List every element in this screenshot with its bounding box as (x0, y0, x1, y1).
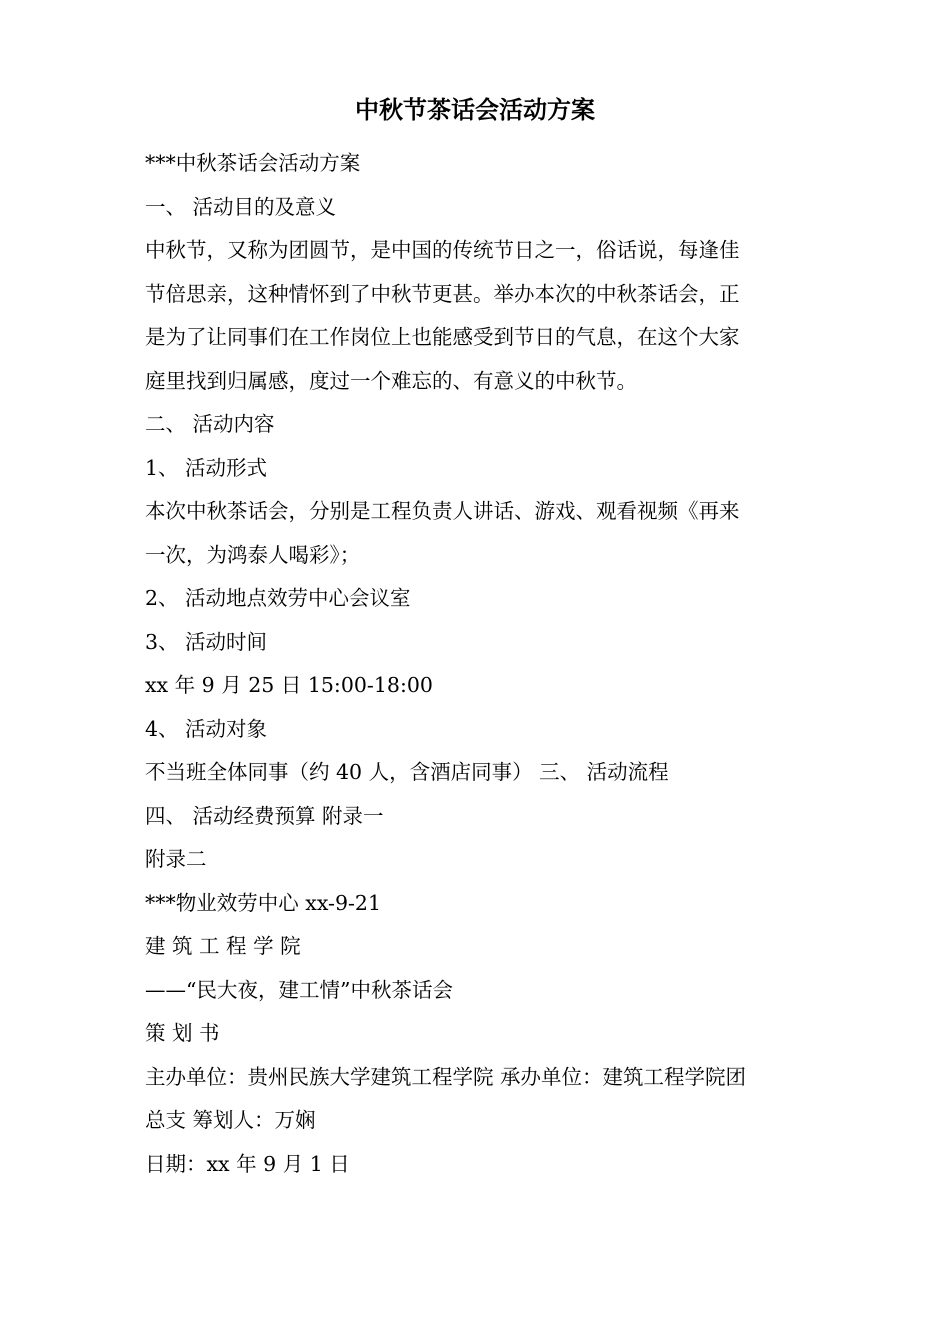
line-plan-label: 策 划 书 (145, 1021, 220, 1045)
line-organizer-a: 主办单位：贵州民族大学建筑工程学院 承办单位：建筑工程学院团 (145, 1064, 747, 1089)
line-item-3-time: xx 年 9 月 25 日 15:00-18:00 (145, 673, 433, 697)
line-section-1: 一、 活动目的及意义 (145, 194, 337, 219)
line-section-4: 四、 活动经费预算 附录一 (145, 803, 384, 828)
line-item-1: 1、 活动形式 (145, 455, 268, 480)
line-paragraph-1c: 是为了让同事们在工作岗位上也能感受到节日的气息，在这个大家 (145, 325, 740, 349)
line-paragraph-1d: 庭里找到归属感，度过一个难忘的、有意义的中秋节。 (145, 368, 637, 393)
line-item-4-text: 不当班全体同事（约 40 人，含酒店同事） 三、 活动流程 (145, 760, 669, 784)
line-item-1-text-a: 本次中秋茶话会，分别是工程负责人讲话、游戏、观看视频《再来 (145, 499, 740, 523)
line-signature: ***物业效劳中心 xx-9-21 (145, 890, 382, 915)
document-title: 中秋节茶话会活动方案 (355, 96, 595, 124)
document-body (145, 142, 810, 1186)
line-heading-org: ***中秋茶话会活动方案 (145, 151, 361, 175)
line-item-1-text-b: 一次，为鸿泰人喝彩》； (145, 542, 361, 567)
line-item-4: 4、 活动对象 (145, 716, 268, 741)
line-paragraph-1a: 中秋节，又称为团圆节，是中国的传统节日之一，俗话说，每逢佳 (145, 238, 740, 262)
line-appendix-2: 附录二 (145, 847, 207, 871)
line-school-name: 建 筑 工 程 学 院 (145, 934, 301, 958)
line-section-2: 二、 活动内容 (145, 412, 275, 436)
line-item-2: 2、 活动地点效劳中心会议室 (145, 586, 411, 610)
line-event-subtitle: ——“民大夜，建工情”中秋茶话会 (145, 977, 453, 1002)
line-date: 日期：xx 年 9 月 1 日 (145, 1151, 350, 1176)
line-item-3: 3、 活动时间 (145, 629, 268, 654)
line-paragraph-1b: 节倍思亲，这种情怀到了中秋节更甚。举办本次的中秋茶话会，正 (145, 281, 740, 306)
line-organizer-b: 总支 筹划人：万娴 (145, 1108, 316, 1132)
